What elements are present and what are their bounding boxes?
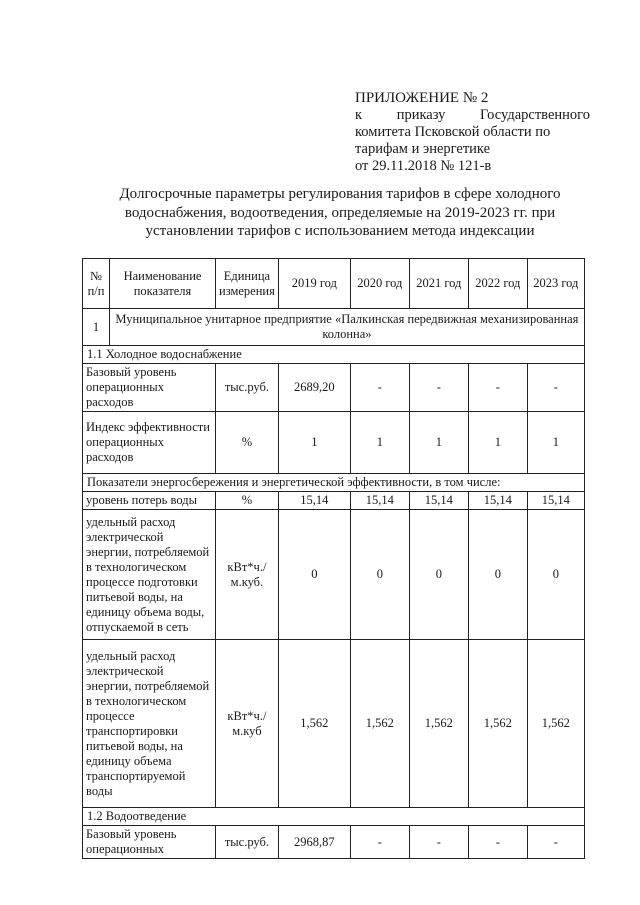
row-value: 1: [527, 412, 584, 474]
appendix-line-3: тарифам и энергетике: [355, 141, 491, 157]
appendix-block: [355, 90, 590, 175]
heading-line: установлении тарифов с использованием метода индексации: [145, 223, 535, 239]
org-name: Муниципальное унитарное предприятие «Палкинская передвижная механизированная колонна»: [110, 309, 585, 346]
row-value: 15,14: [409, 492, 468, 510]
row-name: уровень потерь воды: [83, 492, 216, 510]
row-value: 0: [527, 510, 584, 640]
row-value: 15,14: [278, 492, 350, 510]
section-row: [83, 808, 585, 826]
row-value: 1: [468, 412, 527, 474]
parameters-table: [82, 258, 585, 859]
header-year: 2020 год: [350, 259, 409, 309]
header-unit: Единица измерения: [216, 259, 279, 309]
row-value: 1,562: [350, 640, 409, 808]
appendix-line-1: [355, 107, 590, 124]
appendix-line-4: от 29.11.2018 № 121-в: [355, 158, 492, 174]
table-row: [83, 826, 585, 859]
row-name: Индекс эффективности операционных расходов: [83, 412, 216, 474]
row-name: удельный расход электрической энергии, потребляемой в технологическом процессе подготовки питьевой воды, на единицу объема воды, отпускаемой в сеть: [83, 510, 216, 640]
row-value: 1: [350, 412, 409, 474]
row-value: 1,562: [527, 640, 584, 808]
row-unit: %: [216, 412, 279, 474]
document-heading: [95, 185, 585, 241]
row-value: 2689,20: [278, 364, 350, 412]
header-year: 2019 год: [278, 259, 350, 309]
table-row: [83, 412, 585, 474]
row-value: 2968,87: [278, 826, 350, 859]
header-num: № п/п: [83, 259, 110, 309]
row-value: 1,562: [278, 640, 350, 808]
appendix-word: приказу: [396, 107, 446, 123]
table-header-row: [83, 259, 585, 309]
row-unit: тыс.руб.: [216, 826, 279, 859]
heading-line: водоснабжения, водоотведения, определяемые на 2019-2023 гг. при: [124, 204, 556, 221]
section-row: [83, 474, 585, 492]
appendix-line-2: комитета Псковской области по: [355, 124, 551, 140]
row-value: -: [468, 364, 527, 412]
appendix-title: ПРИЛОЖЕНИЕ № 2: [355, 90, 489, 106]
table-row: [83, 640, 585, 808]
row-value: -: [350, 826, 409, 859]
row-unit: тыс.руб.: [216, 364, 279, 412]
row-value: -: [350, 364, 409, 412]
row-value: -: [409, 826, 468, 859]
section-row: [83, 346, 585, 364]
row-value: 15,14: [527, 492, 584, 510]
table-row: [83, 492, 585, 510]
row-value: 15,14: [350, 492, 409, 510]
table-row: [83, 364, 585, 412]
row-unit: кВт*ч./м.куб.: [216, 510, 279, 640]
appendix-word: к: [355, 107, 363, 123]
row-value: 0: [350, 510, 409, 640]
table-row: [83, 510, 585, 640]
header-name: Наименование показателя: [110, 259, 216, 309]
org-row: [83, 309, 585, 346]
row-unit: кВт*ч./м.куб: [216, 640, 279, 808]
row-value: -: [409, 364, 468, 412]
header-year: 2021 год: [409, 259, 468, 309]
row-name: Базовый уровень операционных: [83, 826, 216, 859]
row-value: -: [527, 364, 584, 412]
row-value: 1: [409, 412, 468, 474]
row-value: 0: [468, 510, 527, 640]
appendix-word: Государственного: [480, 107, 590, 123]
energy-header: Показатели энергосбережения и энергетической эффективности, в том числе:: [83, 474, 585, 492]
header-year: 2023 год: [527, 259, 584, 309]
row-value: 1,562: [468, 640, 527, 808]
row-name: Базовый уровень операционных расходов: [83, 364, 216, 412]
section-water: 1.1 Холодное водоснабжение: [83, 346, 585, 364]
header-year: 2022 год: [468, 259, 527, 309]
row-value: 1,562: [409, 640, 468, 808]
section-sewer: 1.2 Водоотведение: [83, 808, 585, 826]
org-num: 1: [83, 309, 110, 346]
row-value: -: [527, 826, 584, 859]
row-unit: %: [216, 492, 279, 510]
row-value: 0: [409, 510, 468, 640]
heading-line: Долгосрочные параметры регулирования тарифов в сфере холодного: [119, 186, 561, 202]
row-value: -: [468, 826, 527, 859]
row-value: 1: [278, 412, 350, 474]
row-value: 15,14: [468, 492, 527, 510]
row-name: удельный расход электрической энергии, потребляемой в технологическом процессе транспортировки питьевой воды, на единицу объема транспортируемой воды: [83, 640, 216, 808]
row-value: 0: [278, 510, 350, 640]
